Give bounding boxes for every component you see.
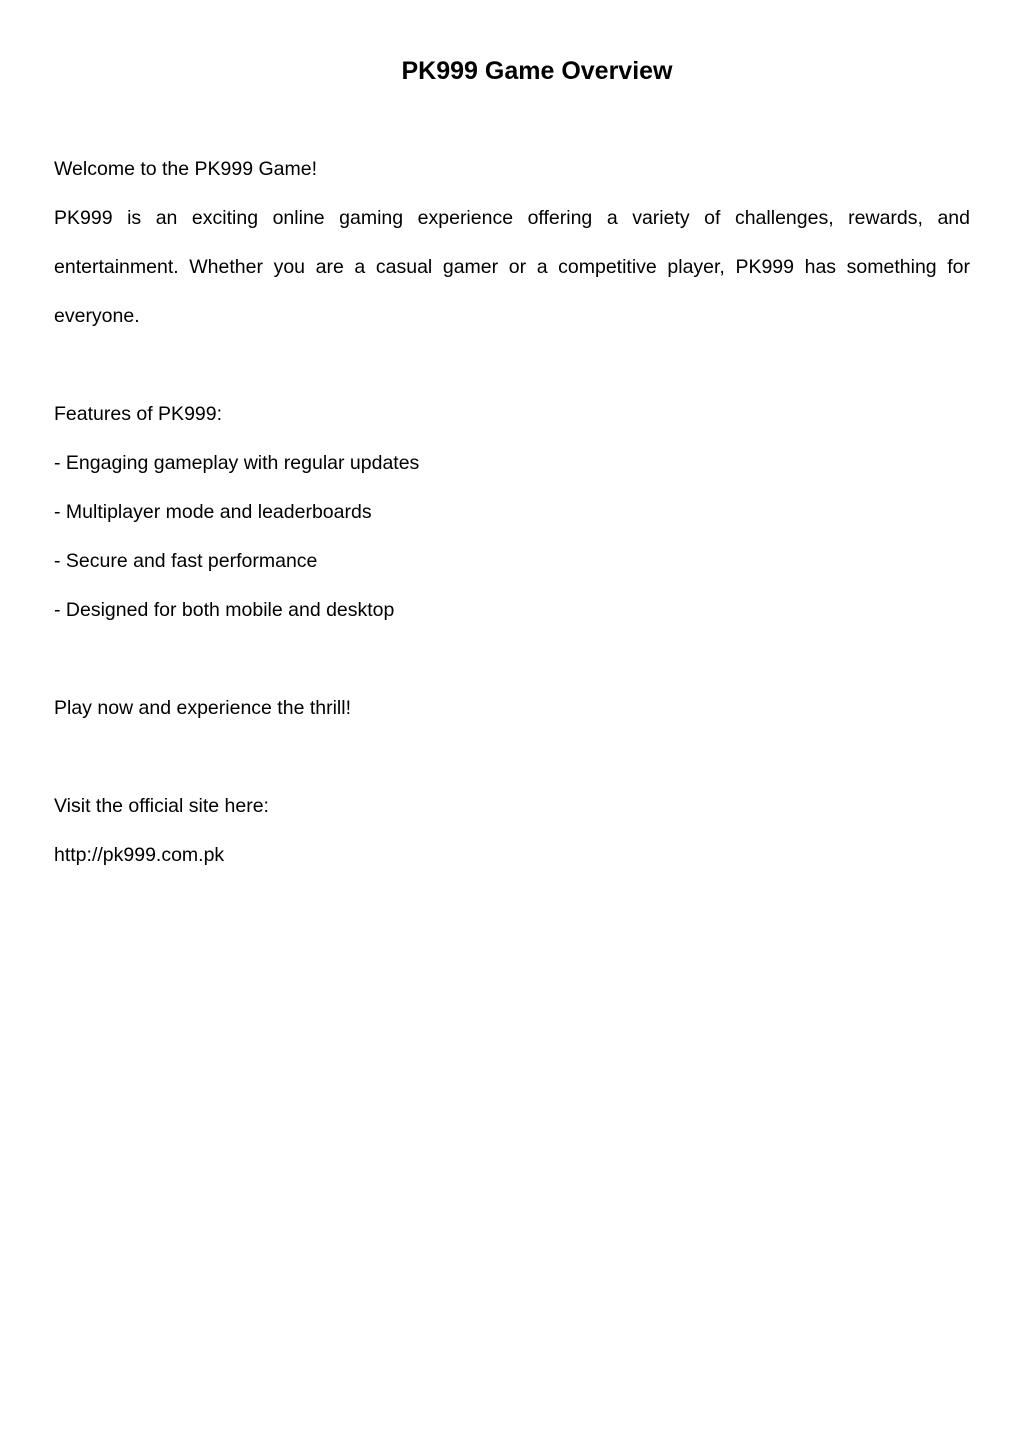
- intro-line-1: PK999 is an exciting online gaming experience offering a variety of challenges, rewards, and: [54, 207, 970, 229]
- site-url-line: [54, 831, 970, 880]
- intro-line-3: everyone.: [54, 305, 140, 327]
- spacer: [54, 341, 970, 390]
- intro-line-2: entertainment. Whether you are a casual gamer or a competitive player, PK999 has something for: [54, 256, 970, 278]
- features-heading: Features of PK999:: [54, 403, 223, 425]
- feature-item: - Engaging gameplay with regular updates: [54, 452, 420, 474]
- welcome-text: Welcome to the PK999 Game!: [54, 158, 318, 180]
- page-title: PK999 Game Overview: [401, 57, 673, 85]
- visit-label: Visit the official site here:: [54, 795, 269, 817]
- document-body: [54, 145, 970, 880]
- spacer: [54, 635, 970, 684]
- call-to-action: Play now and experience the thrill!: [54, 697, 352, 719]
- site-url-link[interactable]: http://pk999.com.pk: [54, 844, 225, 866]
- feature-item: - Designed for both mobile and desktop: [54, 599, 395, 621]
- feature-item: - Multiplayer mode and leaderboards: [54, 501, 372, 523]
- spacer: [54, 733, 970, 782]
- feature-item: - Secure and fast performance: [54, 550, 318, 572]
